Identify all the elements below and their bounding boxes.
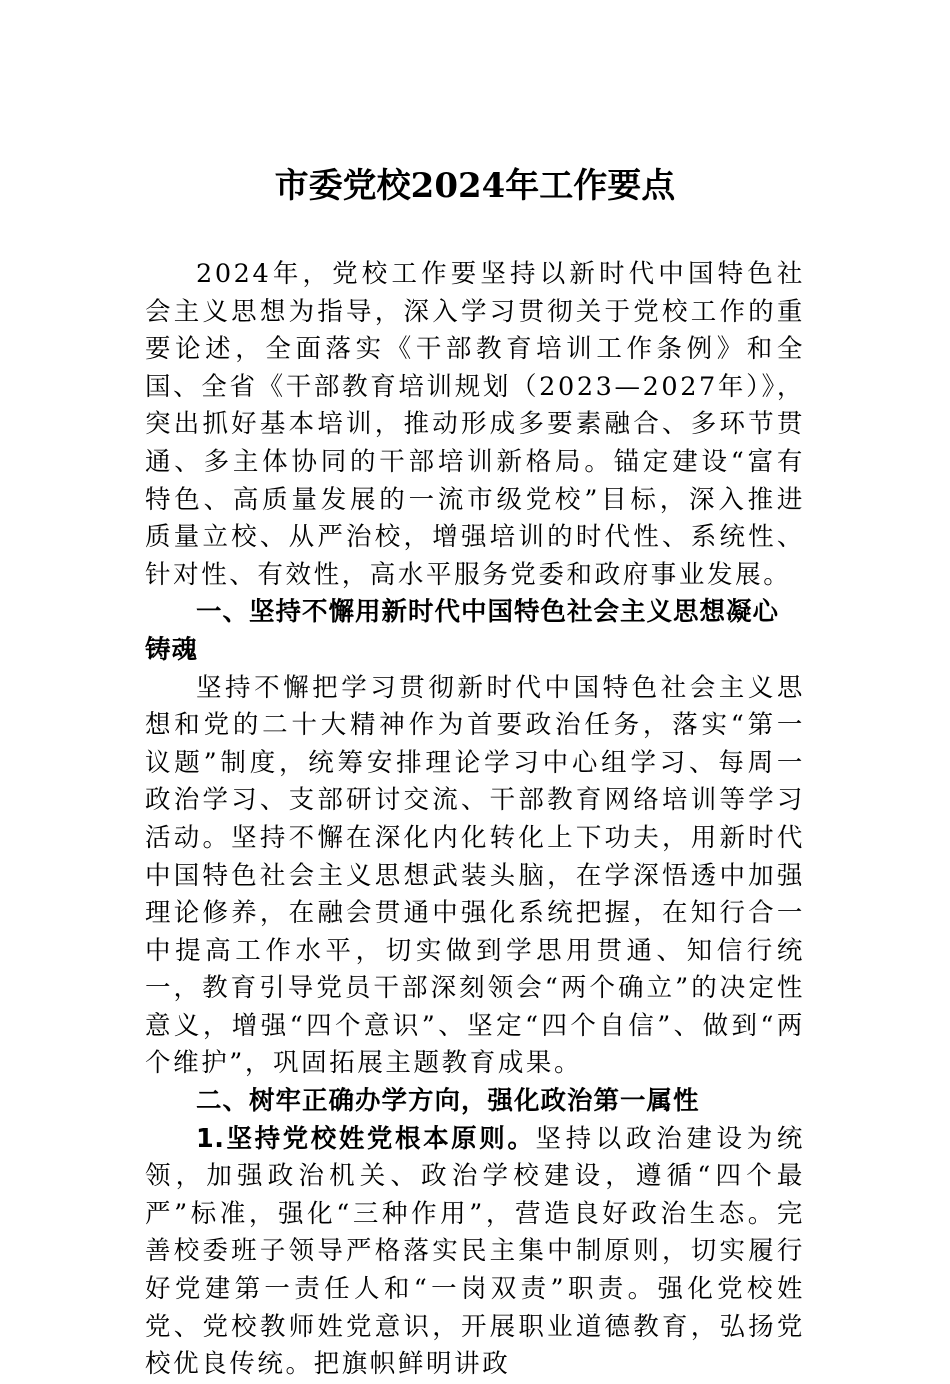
section-1-heading: 一、坚持不懈用新时代中国特色社会主义思想凝心铸魂 [145, 597, 780, 665]
section-2-item-1-paragraph [145, 1121, 805, 1384]
section-2-item-1-body: 坚持以政治建设为统领，加强政治机关、政治学校建设，遵循“四个最严”标准，强化“三种作用”，营造良好政治生态。完善校委班子领导严格落实民主集中制原则，切实履行好党建第一责任人和“一岗双责”职责。强化党校姓党、党校教师姓党意识，开展职业道德教育，弘扬党校优良传统。把旗帜鲜明讲政 [145, 1123, 806, 1380]
intro-paragraph: 2024年，党校工作要坚持以新时代中国特色社会主义思想为指导，深入学习贯彻关于党校工作的重要论述，全面落实《干部教育培训工作条例》和全国、全省《干部教育培训规划（2023—2027年）》，突出抓好基本培训，推动形成多要素融合、多环节贯通、多主体协同的干部培训新格局。锚定建设“富有特色、高质量发展的一流市级党校”目标，深入推进质量立校、从严治校，增强培训的时代性、系统性、针对性、有效性，高水平服务党委和政府事业发展。 [145, 259, 805, 590]
section-2-heading: 二、树牢正确办学方向，强化政治第一属性 [196, 1086, 700, 1117]
document-body [145, 256, 805, 1384]
section-1-paragraph: 坚持不懈把学习贯彻新时代中国特色社会主义思想和党的二十大精神作为首要政治任务，落实“第一议题”制度，统筹安排理论学习中心组学习、每周一政治学习、支部研讨交流、干部教育网络培训等学习活动。坚持不懈在深化内化转化上下功夫，用新时代中国特色社会主义思想武装头脑，在学深悟透中加强理论修养，在融会贯通中强化系统把握，在知行合一中提高工作水平，切实做到学思用贯通、知信行统一，教育引导党员干部深刻领会“两个确立”的决定性意义，增强“四个意识”、坚定“四个自信”、做到“两个维护”，巩固拓展主题教育成果。 [145, 672, 805, 1079]
document-title: 市委党校2024年工作要点 [274, 166, 676, 206]
section-2-item-1-lead: 1.坚持党校姓党根本原则。 [196, 1123, 536, 1154]
